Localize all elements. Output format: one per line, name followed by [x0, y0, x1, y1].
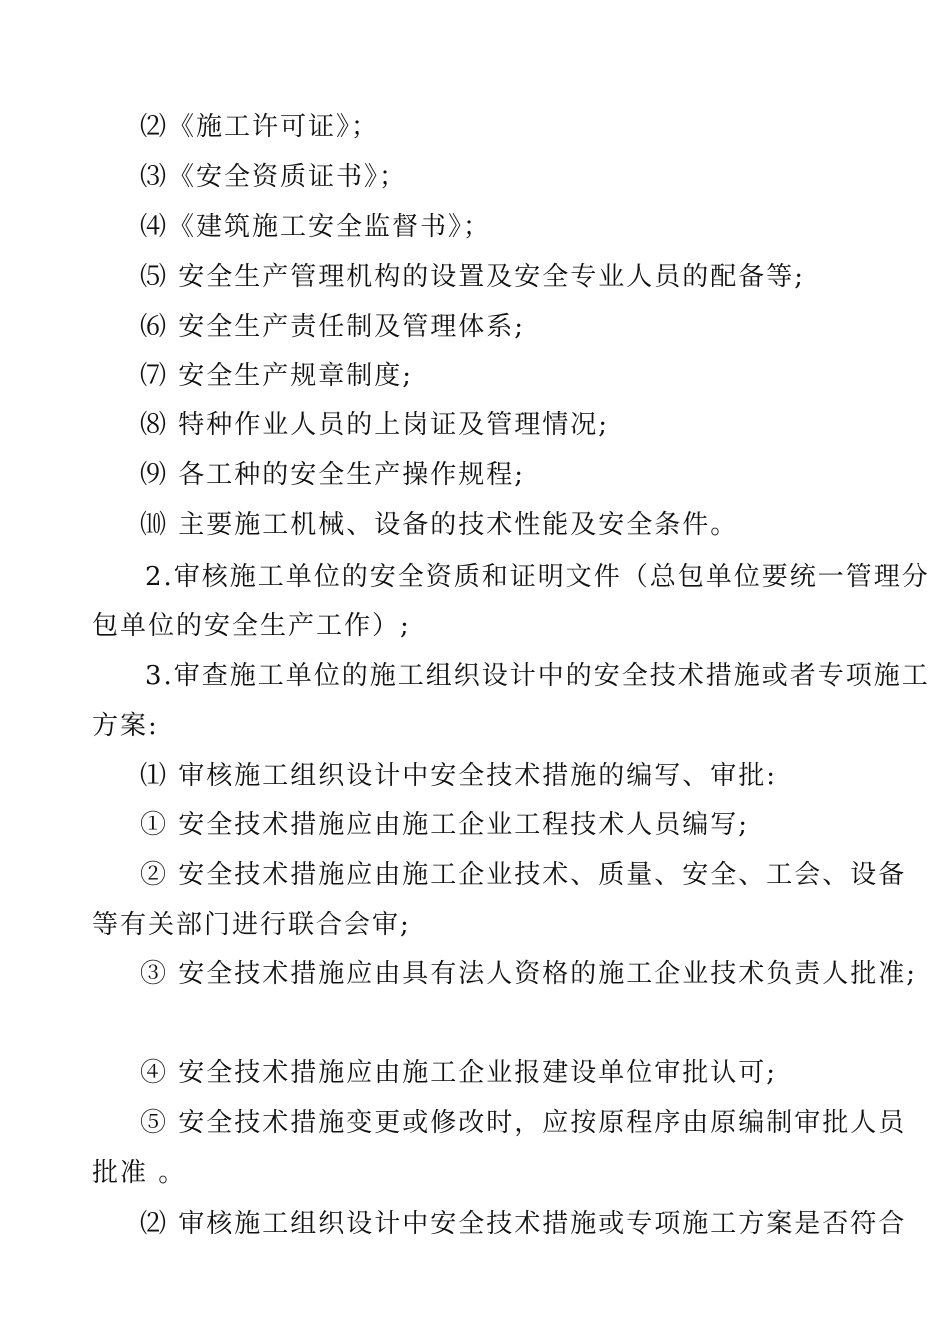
section-3-heading: 3.审查施工单位的施工组织设计中的安全技术措施或者专项施工: [145, 661, 930, 691]
circled-item-4: ④ 安全技术措施应由施工企业报建设单位审批认可;: [140, 1058, 778, 1088]
item-6-responsibility-system: ⑹ 安全生产责任制及管理体系;: [140, 312, 526, 342]
subitem-1-heading: ⑴ 审核施工组织设计中安全技术措施的编写、审批:: [140, 761, 778, 791]
item-10-machinery: ⑽ 主要施工机械、设备的技术性能及安全条件。: [140, 510, 739, 540]
subitem-2-heading: ⑵ 审核施工组织设计中安全技术措施或专项施工方案是否符合: [140, 1209, 907, 1239]
section-2-heading: 2.审核施工单位的安全资质和证明文件（总包单位要统一管理分: [145, 562, 930, 592]
item-9-operating-procedures: ⑼ 各工种的安全生产操作规程;: [140, 460, 526, 490]
item-5-management-organization: ⑸ 安全生产管理机构的设置及安全专业人员的配备等;: [140, 262, 806, 292]
circled-item-3: ③ 安全技术措施应由具有法人资格的施工企业技术负责人批准;: [140, 959, 918, 989]
circled-item-2: ② 安全技术措施应由施工企业技术、质量、安全、工会、设备: [140, 860, 907, 890]
item-3-safety-qualification: ⑶《安全资质证书》；: [140, 162, 408, 192]
circled-item-5-continuation: 批准 。: [92, 1158, 187, 1188]
section-3-continuation: 方案:: [92, 711, 159, 741]
item-7-rules: ⑺ 安全生产规章制度;: [140, 361, 414, 391]
item-4-safety-supervision: ⑷《建筑施工安全监督书》；: [140, 212, 492, 242]
circled-item-5: ⑤ 安全技术措施变更或修改时，应按原程序由原编制审批人员: [140, 1108, 907, 1138]
circled-item-2-continuation: 等有关部门进行联合会审;: [92, 910, 411, 940]
circled-item-1: ① 安全技术措施应由施工企业工程技术人员编写;: [140, 810, 750, 840]
item-8-special-operators: ⑻ 特种作业人员的上岗证及管理情况;: [140, 410, 610, 440]
section-2-continuation: 包单位的安全生产工作）;: [92, 611, 411, 641]
item-2-construction-permit: ⑵《施工许可证》；: [140, 112, 380, 142]
